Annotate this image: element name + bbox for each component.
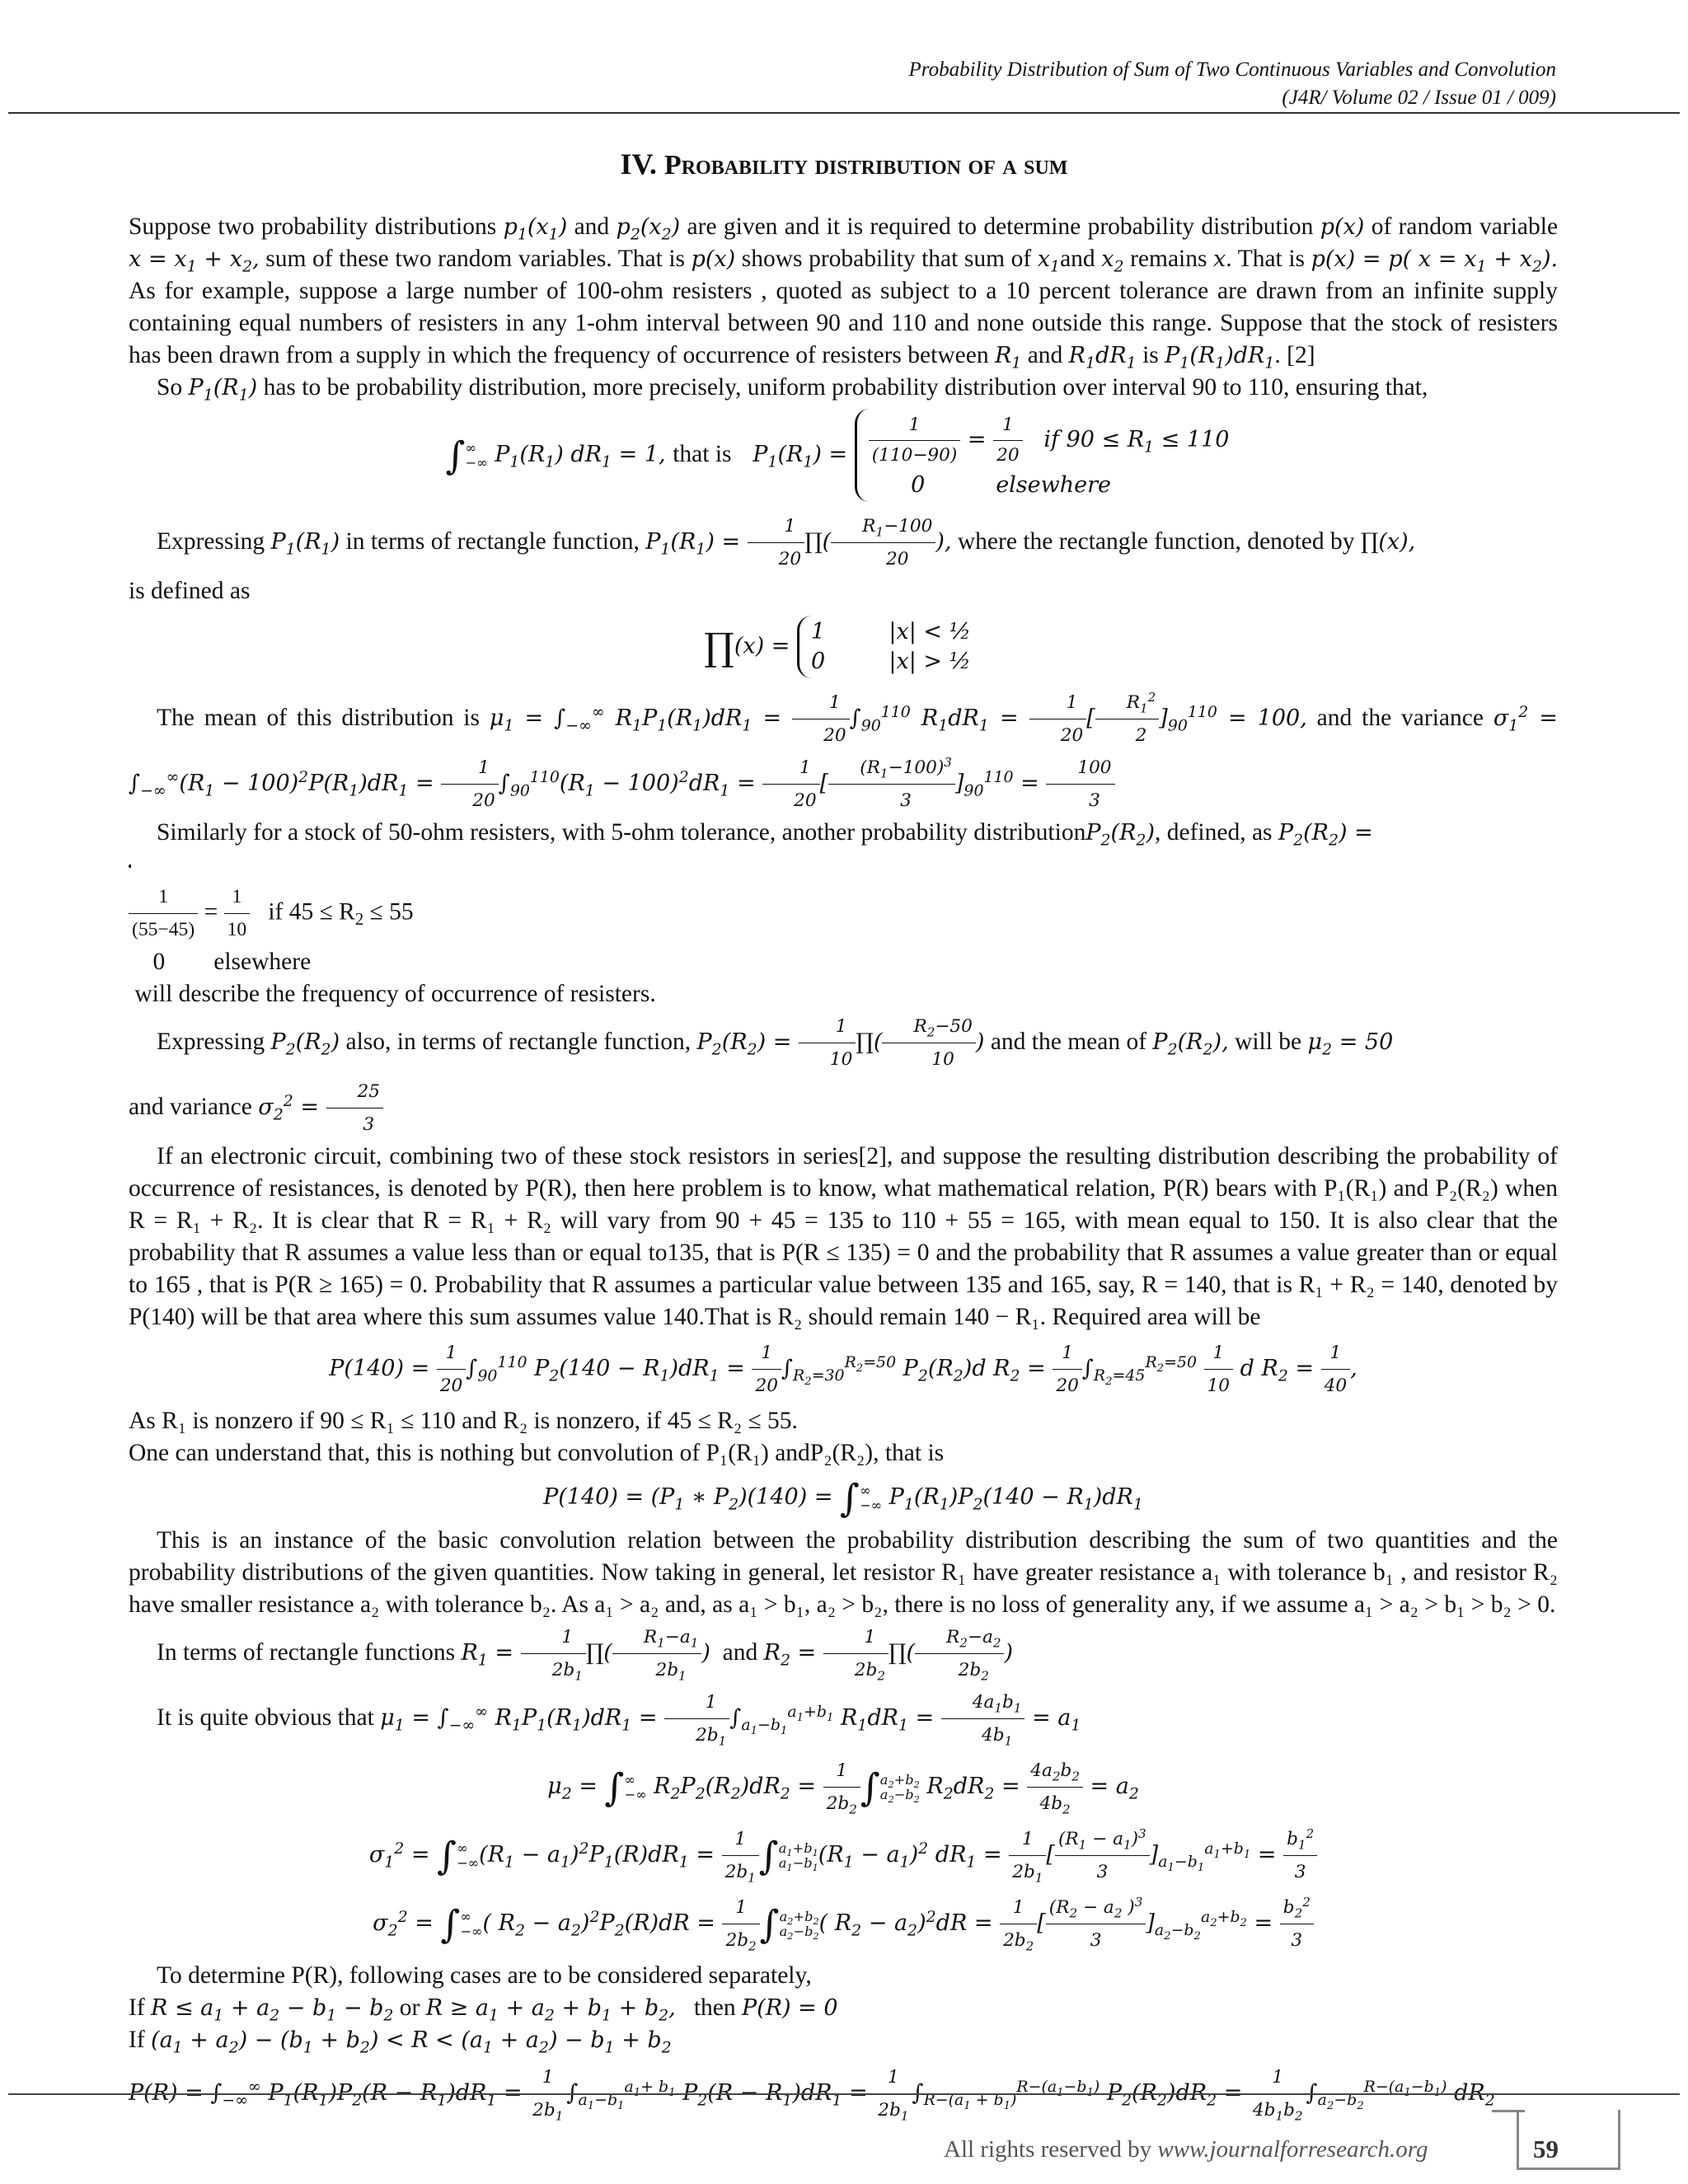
equation-convolution: $P(140) = (P_1$ ∗ $P_2)(140)$ = ∫ ∞ −∞ $P_1(R_1)P_2(140 - R_1)dR_1$ bbox=[543, 1475, 1143, 1521]
footer-rule bbox=[8, 2093, 1680, 2095]
paragraph-9: One can understand that, this is nothing but convolution of P₁(R₁) andP₂(R₂), that is bbox=[129, 1440, 945, 1466]
paragraph-11: In terms of rectangle functions $R_1$ = $\frac{1}{2b_1}$ ∏( $\frac{R_1-a_1}{2b_1}$ ) and $R_2$ = $\frac{1}{2b_2}$ ∏( $\frac{R_2-a_2}{2b_2}$ ) bbox=[129, 1621, 1558, 1686]
paragraph-4: The mean of this distribution is $\mu_1 = \int_{-\infty}^\infty$ $R_1P_1(R_1)dR_1$ = $\frac{1}{20}$ $\int_{90}^{110}$ $R_1dR_1$ = $\frac{1}{20}$ [ $\frac{R_1^2}{2}$ ]$_{90}^{110} = 100$, and the variance $\sigma_1^2 = \int_{-\infty}^\infty(R_1 - 100)^2P(R_1)dR_1$ = $\frac{1}{20}$ $\int_{90}^{110}(R_1 - 100)^2dR_1$ = $\frac{1}{20}$ [ $\frac{(R_1-100)^3}{3}$ ]$_{90}^{110}$ = $\frac{100}{3}$ bbox=[129, 687, 1558, 817]
header-title: Probability Distribution of Sum of Two Continuous Variables and Convolution bbox=[908, 59, 1556, 81]
paragraph-3: Expressing $P_1(R_1)$ in terms of rectangle function, $P_1(R_1)$ = $\frac{1}{20}$ ∏( $\frac{R_1-100}{20}$ ), where the rectangle function, denoted by ∏(x), is defined as bbox=[129, 510, 1558, 607]
paragraph-10: This is an instance of the basic convolution relation between the probability distribution describing the sum of two quantities and the probability distributions of the given quantities. Now taking in general, let resistor R₁ have greater resistance a₁ with tolerance b₁ , and resistor R₂ have smaller resistance a₂ with tolerance b₂. As a₁ > a₂ and, as a₁ > b₁, a₂ > b₂, there is no loss of generality any, if we assume a₁ > a₂ > b₁ > b₂ > 0. bbox=[129, 1527, 1558, 1618]
paragraph-5: Similarly for a stock of 50-ohm resisters, with 5-ohm tolerance, another probability $distributionP_2(R_2)$, defined, as $P_2(R_2)$ = bbox=[129, 817, 1558, 881]
running-header bbox=[909, 56, 1556, 112]
paragraph-15: If $(a_1 + a_2) - (b_1 + b_2) < R < (a_1 + a_2) - b_1 + b_2$ bbox=[129, 2027, 672, 2057]
equation-mu2: $\mu_2$ = ∫ ∞ −∞ $R_2P_2(R_2)dR_2$ = $\frac{1}{2b_2}$ ∫ $a_2+b_2$ $a_2-b_2$ $R_2dR_2$ = $\frac{4a_2b_2}{4b_2}$ = $a_2$ bbox=[129, 1755, 1558, 1820]
section-heading bbox=[0, 147, 1688, 181]
equation-sigma2: $\sigma_2^2$ = ∫ ∞ −∞ ( $R_2 - a_2)^2P_2(R)dR$ = $\frac{1}{2b_2}$ ∫ $a_2+b_2$ $a_2-b_2$ ( $R_2 - a_2)^2dR$ = $\frac{1}{2b_2}$ [ $\frac{(R_2 - a_2 )^3}{3}$ ]$_{a_2-b_2}^{a_2+b_2}$ = $\frac{b_2^2}{3}$ bbox=[129, 1891, 1558, 1957]
body-text: Suppose two probability distributions $p_1(x_1)$ and $p_2(x_2)$ are given and it is required to determine probability distribution p(x) of random variable $x = x_1 + x_2$, sum of these two random variables. That is p(x) shows probability that sum of $x_1and$ $x_2$ remains x. That is p(x) = p( $x = x_1 + x_2$). As for example, suppose a large number of 100-ohm resisters , quoted as subject to a 10 percent tolerance are drawn from an infinite supply containing equal numbers of resisters in any 1-ohm interval between 90 and 110 and none outside this range. Suppose that the stock of resisters has been drawn from a supply in which the frequency of occurrence of resisters between $R_1$ and $R_1dR_1$ is $P_1(R_1)dR_1$. [2] So $P_1(R_1)$ has to be probability distribution, more precisely, uniform probability distribution over interval 90 to 110, ensuring that, ∫ ∞ −∞ $P_1(R_1) dR_1 = 1$, that is $P_1(R_1)$ = $\frac{1}{(110-90)}$ = $\frac{1}{20}$ if $90 \le R_1 \le 110$ 0 elsewhere Expressing $P_1(R_1)$ in terms of rectangle function, $P_1(R_1)$ = $\frac{1}{20}$ ∏( $\frac{R_1-100}{20}$ ), where the rectangle function, denoted by ∏(x), is defined as ∏(x) = 1 |x| < ½ 0 |x| > ½ The mean of this distribution is $\mu_1 = \int_{-\infty}^\infty$ $R_1P_1(R_1)dR_1$ = $\frac{1}{20}$ $\int_{90}^{110}$ $R_1dR_1$ = $\frac{1}{20}$ [ $\frac{R_1^2}{2}$ ]$_{90}^{110} = 100$, and the variance $\sigma_1^2 = \int_{-\infty}^\infty(R_1 - 100)^2P(R_1)dR_1$ = $\frac{1}{20}$ $\int_{90}^{110}(R_1 - 100)^2dR_1$ = $\frac{1}{20}$ [ $\frac{(R_1-100)^3}{3}$ ]$_{90}^{110}$ = $\frac{100}{3}$ Similarly for a stock of 50-ohm resisters, with 5-ohm tolerance, another probability $distributionP_2(R_2)$, defined, as $P_2(R_2)$ = $\frac{1}{(55-45)}$ = $\frac{1}{10}$ if $45 \le R_2 \le 55$ 0 elsewhere will describe the frequency of occurrence of resisters. Expressing $P_2(R_2)$ also, in terms of rectangle function, $P_2(R_2)$ = $\frac{1}{10}$ ∏( $\frac{R_2-50}{10}$ ) and the mean of $P_2(R_2)$, will be $\mu_2 = 50$ and variance $\sigma_2^2$ = $\frac{25}{3}$ If an electronic circuit, combining two of these stock resistors in series[2], and suppose the resulting distribution describing the probability of occurrence of resistances, is denoted by P(R), then here problem is to know, what mathematical relation, P(R) bears with P₁(R₁) and P₂(R₂) when R = R₁ + R₂. It is clear that R = R₁ + R₂ will vary from 90 + 45 = 135 to 110 + 55 = 165, with mean equal to 150. It is also clear that the probability that R assumes a value less than or equal to135, that is P(R ≤ 135) = 0 and the probability that R assumes a value greater than or equal to 165 , that is P(R ≥ 165) = 0. Probability that R assumes a particular value between 135 and 165, say, R = 140, that is R₁ + R₂ = 140, denoted by P(140) will be that area where this sum assumes value 140.That is R₂ should remain 140 − R₁. Required area will be P(140) = $\frac{1}{20}$ $\int_{90}^{110}$ $P_2(140 - R_1)dR_1$ = $\frac{1}{20}$ $\int_{R_2=30}^{R_2=50}$ $P_2(R_2)d$ $R_2$ = $\frac{1}{20}$ $\int_{R_2=45}^{R_2=50}$ $\frac{1}{10}$ d $R_2$ = $\frac{1}{40}$ , As R₁ is nonzero if 90 ≤ R₁ ≤ 110 and R₂ is nonzero, if 45 ≤ R₂ ≤ 55. One can understand that, this is nothing but convolution of P₁(R₁) andP₂(R₂), that is $P(140) = (P_1$ ∗ $P_2)(140)$ = ∫ ∞ −∞ $P_1(R_1)P_2(140 - R_1)dR_1$ This is an instance of the basic convolution relation between the probability distribution describing the sum of two quantities and the probability distributions of the given quantities. Now taking in general, let resistor R₁ have greater resistance a₁ with tolerance b₁ , and resistor R₂ have smaller resistance a₂ with tolerance b₂. As a₁ > a₂ and, as a₁ > b₁, a₂ > b₂, there is no loss of generality any, if we assume a₁ > a₂ > b₁ > b₂ > 0. In terms of rectangle functions $R_1$ = $\frac{1}{2b_1}$ ∏( $\frac{R_1-a_1}{2b_1}$ ) and $R_2$ = $\frac{1}{2b_2}$ ∏( $\frac{R_2-a_2}{2b_2}$ ) It is quite obvious that $\mu_1 = \int_{-\infty}^\infty$ $R_1P_1(R_1)dR_1$ = $\frac{1}{2b_1}$ $\int_{a_1-b_1}^{a_1+b_1}$ $R_1dR_1$ = $\frac{4a_1b_1}{4b_1}$ = $a_1$ $\mu_2$ = ∫ ∞ −∞ $R_2P_2(R_2)dR_2$ = $\frac{1}{2b_2}$ ∫ $a_2+b_2$ $a_2-b_2$ $R_2dR_2$ = $\frac{4a_2b_2}{4b_2}$ = $a_2$ $\sigma_1^2$ = ∫ ∞ −∞ $(R_1 - a_1)^2P_1(R)dR_1$ = $\frac{1}{2b_1}$ ∫ $a_1+b_1$ $a_1-b_1$ $(R_1 - a_1)^2$ $dR_1$ = $\frac{1}{2b_1}$ [ $\frac{(R_1 - a_1)^3}{3}$ ]$_{a_1-b_1}^{a_1+b_1}$ = $\frac{b_1^2}{3}$ $\sigma_2^2$ = ∫ ∞ −∞ ( $R_2 - a_2)^2P_2(R)dR$ = $\frac{1}{2b_2}$ ∫ $a_2+b_2$ $a_2-b_2$ ( $R_2 - a_2)^2dR$ = $\frac{1}{2b_2}$ [ $\frac{(R_2 - a_2 )^3}{3}$ ]$_{a_2-b_2}^{a_2+b_2}$ = $\frac{b_2^2}{3}$ To determine P(R), following cases are to be considered separately, If $R \le a_1 + a_2 - b_1 - b_2$ or $R \ge a_1 + a_2 + b_1 + b_2$, then P(R) = 0 If $(a_1 + a_2) - (b_1 + b_2) < R < (a_1 + a_2) - b_1 + b_2$ $P(R) = \int_{-\infty}^\infty$ $P_1(R_1)P_2(R - R_1)dR_1$ = $\frac{1}{2b_1}$ $\int_{a_1-b_1}^{a_1+ b_1}$ $P_2(R - R_1)dR_1$ = $\frac{1}{2b_1}$ $\int_{R-(a_1 + b_1)}^{R-(a_1-b_1)}$ $P_2(R_2)dR_2$ = $\frac{1}{4b_1b_2}$ $\int_{a_2-b_2}^{R-(a_1-b_1)}$ $dR_2$ bbox=[129, 211, 1558, 2126]
paragraph-14: If $R \le a_1 + a_2 - b_1 - b_2$ or $R \ge a_1 + a_2 + b_1 + b_2$, then P(R) = 0 bbox=[129, 1994, 838, 2025]
paragraph-12: It is quite obvious that $\mu_1 = \int_{-\infty}^\infty$ $R_1P_1(R_1)dR_1$ = $\frac{1}{2b_1}$ $\int_{a_1-b_1}^{a_1+b_1}$ $R_1dR_1$ = $\frac{4a_1b_1}{4b_1}$ = $a_1$ bbox=[129, 1686, 1558, 1751]
paragraph-1: Suppose two probability distributions $p_1(x_1)$ and $p_2(x_2)$ are given and it is required to determine probability distribution p(x) of random variable $x = x_1 + x_2$, sum of these two random variables. That is p(x) shows probability that sum of $x_1and$ $x_2$ remains x. That is p(x) = p( $x = x_1 + x_2$). As for example, suppose a large number of 100-ohm resisters , quoted as subject to a 10 percent tolerance are drawn from an infinite supply containing equal numbers of resisters in any 1-ohm interval between 90 and 110 and none outside this range. Suppose that the stock of resisters has been drawn from a supply in which the frequency of occurrence of resisters between $R_1$ and $R_1dR_1$ is $P_1(R_1)dR_1$. [2] bbox=[129, 213, 1559, 373]
header-rule bbox=[8, 112, 1680, 114]
paragraph-8: As R₁ is nonzero if 90 ≤ R₁ ≤ 110 and R₂ is nonzero, if 45 ≤ R₂ ≤ 55. bbox=[129, 1408, 798, 1434]
equation-general: $P(R) = \int_{-\infty}^\infty$ $P_1(R_1)P_2(R - R_1)dR_1$ = $\frac{1}{2b_1}$ $\int_{a_1-b_1}^{a_1+ b_1}$ $P_2(R - R_1)dR_1$ = $\frac{1}{2b_1}$ $\int_{R-(a_1 + b_1)}^{R-(a_1-b_1)}$ $P_2(R_2)dR_2$ = $\frac{1}{4b_1b_2}$ $\int_{a_2-b_2}^{R-(a_1-b_1)}$ $dR_2$ bbox=[129, 2061, 1558, 2126]
header-issue: (J4R/ Volume 02 / Issue 01 / 009) bbox=[1282, 87, 1556, 109]
equation-normalization: ∫ ∞ −∞ $P_1(R_1) dR_1 = 1$, that is $P_1(R_1)$ = $\frac{1}{(110-90)}$ = $\frac{1}{20}$ if $90 \le R_1 \le 110$ 0 elsewhere bbox=[129, 409, 1558, 502]
section-number: IV. bbox=[620, 148, 657, 180]
paragraph-13: To determine P(R), following cases are to be considered separately, bbox=[157, 1962, 812, 1989]
paragraph-2: So $P_1(R_1)$ has to be probability distribution, more precisely, uniform probability distribution over interval 90 to 110, ensuring that, bbox=[157, 374, 1428, 405]
footer-rights: All rights reserved by www.journalforresearch.org bbox=[944, 2136, 1428, 2163]
footer-site-link[interactable]: www.journalforresearch.org bbox=[1157, 2136, 1428, 2163]
equation-rect-function: ∏(x) = 1 |x| < ½ 0 |x| > ½ bbox=[129, 616, 1558, 678]
page-number-box bbox=[1517, 2110, 1620, 2170]
equation-p140: P(140) = $\frac{1}{20}$ $\int_{90}^{110}$ $P_2(140 - R_1)dR_1$ = $\frac{1}{20}$ $\int_{R_2=30}^{R_2=50}$ $P_2(R_2)d$ $R_2$ = $\frac{1}{20}$ $\int_{R_2=45}^{R_2=50}$ $\frac{1}{10}$ d $R_2$ = $\frac{1}{40}$ , bbox=[129, 1337, 1558, 1402]
section-title-text: Probability distribution of a sum bbox=[663, 150, 1068, 180]
paragraph-6: Expressing $P_2(R_2)$ also, in terms of rectangle function, $P_2(R_2)$ = $\frac{1}{10}$ ∏( $\frac{R_2-50}{10}$ ) and the mean of $P_2(R_2)$, will be $\mu_2 = 50$ and variance $\sigma_2^2$ = $\frac{25}{3}$ bbox=[129, 1010, 1558, 1141]
equation-sigma1: $\sigma_1^2$ = ∫ ∞ −∞ $(R_1 - a_1)^2P_1(R)dR_1$ = $\frac{1}{2b_1}$ ∫ $a_1+b_1$ $a_1-b_1$ $(R_1 - a_1)^2$ $dR_1$ = $\frac{1}{2b_1}$ [ $\frac{(R_1 - a_1)^3}{3}$ ]$_{a_1-b_1}^{a_1+b_1}$ = $\frac{b_1^2}{3}$ bbox=[129, 1823, 1558, 1888]
page-number: 59 bbox=[1533, 2135, 1559, 2163]
paragraph-7: If an electronic circuit, combining two of these stock resistors in series[2], and suppose the resulting distribution describing the probability of occurrence of resistances, is denoted by P(R), then here problem is to know, what mathematical relation, P(R) bears with P₁(R₁) and P₂(R₂) when R = R₁ + R₂. It is clear that R = R₁ + R₂ will vary from 90 + 45 = 135 to 110 + 55 = 165, with mean equal to 150. It is also clear that the probability that R assumes a value less than or equal to135, that is P(R ≤ 135) = 0 and the probability that R assumes a value greater than or equal to 165 , that is P(R ≥ 165) = 0. Probability that R assumes a particular value between 135 and 165, say, R = 140, that is R₁ + R₂ = 140, denoted by P(140) will be that area where this sum assumes value 140.That is R₂ should remain 140 − R₁. Required area will be bbox=[129, 1143, 1558, 1330]
